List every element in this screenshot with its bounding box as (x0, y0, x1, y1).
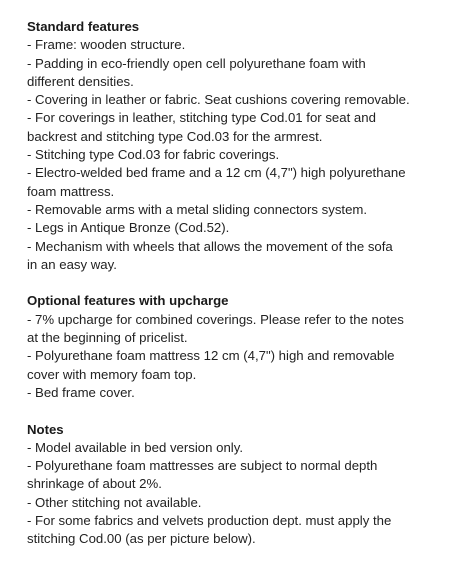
text-line: - Stitching type Cod.03 for fabric coverings. (27, 147, 280, 163)
text-line: stitching Cod.00 (as per picture below). (27, 531, 256, 547)
text-line: - Padding in eco-friendly open cell polyurethane foam with (27, 55, 366, 71)
text-line: - Polyurethane foam mattress 12 cm (4,7") high and removable (27, 348, 395, 364)
text-line: - Legs in Antique Bronze (Cod.52). (27, 220, 230, 236)
text-line: shrinkage of about 2%. (27, 476, 162, 492)
text-line: - 7% upcharge for combined coverings. Please refer to the notes (27, 311, 404, 327)
text-line: cover with memory foam top. (27, 366, 197, 382)
text-line: - Electro-welded bed frame and a 12 cm (4,7") high polyurethane (27, 165, 406, 181)
section-optional-features (27, 292, 452, 402)
text-line: backrest and stitching type Cod.03 for the armrest. (27, 128, 323, 144)
section-title: Notes (27, 421, 64, 437)
text-line: - Frame: wooden structure. (27, 37, 186, 53)
text-line: - For some fabrics and velvets production dept. must apply the (27, 513, 392, 529)
text-line: - Removable arms with a metal sliding connectors system. (27, 201, 368, 217)
text-line: - Model available in bed version only. (27, 439, 244, 455)
text-line: - Covering in leather or fabric. Seat cushions covering removable. (27, 92, 410, 108)
text-line: in an easy way. (27, 256, 117, 272)
section-title: Standard features (27, 19, 140, 34)
text-line: at the beginning of pricelist. (27, 330, 188, 346)
section-notes (27, 421, 452, 549)
text-line: different densities. (27, 73, 134, 89)
text-line: - Other stitching not available. (27, 494, 202, 510)
text-line: - Bed frame cover. (27, 384, 135, 400)
text-line: - Polyurethane foam mattresses are subject to normal depth (27, 458, 378, 474)
text-line: - For coverings in leather, stitching type Cod.01 for seat and (27, 110, 376, 126)
text-line: foam mattress. (27, 183, 115, 199)
section-standard-features (27, 18, 452, 274)
document (27, 18, 452, 567)
section-title: Optional features with upcharge (27, 293, 229, 309)
text-line: - Mechanism with wheels that allows the movement of the sofa (27, 238, 393, 254)
